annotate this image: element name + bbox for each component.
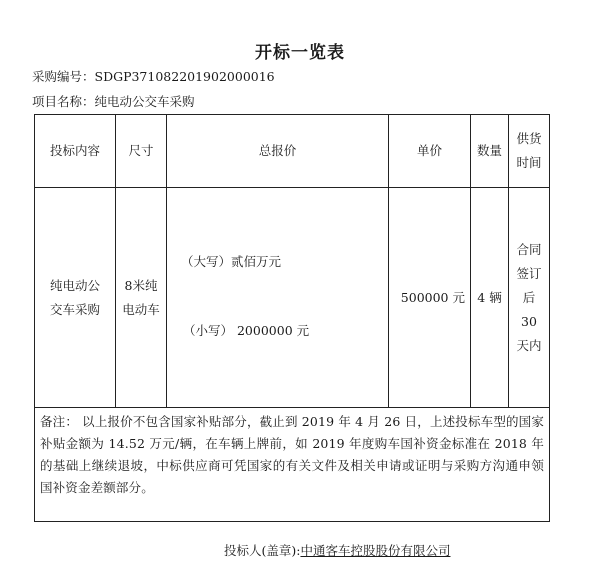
cell-delivery-time-text: 合同签订后 30 天内 (516, 241, 542, 353)
cell-bid-content-text: 纯电动公交车采购 (49, 277, 100, 317)
note-text: 备注： 以上报价不包含国家补贴部分，截止到 2019 年 4 月 26 日，上述投标车型的国家补贴金额为 14.52 万元/辆，在车辆上牌前，如 2019 年度购车国补资金标准在 2018 年的基础上继续退坡，中标供应商可凭国家的有关文件及相关申请或证明与采购方沟通申领国补资金差额部分。 (40, 414, 544, 495)
cell-delivery-time (509, 188, 550, 408)
header-unit-price-label: 单价 (416, 143, 442, 158)
total-price-uppercase: （大写）贰佰万元 (181, 254, 282, 269)
signature-label: 投标人(盖章): (224, 543, 301, 558)
signature-line (224, 541, 450, 559)
header-size (116, 115, 167, 188)
table-row (35, 188, 550, 408)
header-unit-price (389, 115, 471, 188)
header-size-label: 尺寸 (128, 143, 154, 158)
cell-size (116, 188, 167, 408)
document-title: 开标一览表 (255, 43, 345, 63)
cell-quantity (471, 188, 509, 408)
cell-unit-price-text: 500000 元 (400, 289, 465, 305)
table-header-row (35, 115, 550, 188)
header-bid-content (35, 115, 116, 188)
header-quantity-label: 数量 (476, 143, 502, 158)
procurement-number: 采购编号：SDGP371082201902000016 (32, 69, 275, 84)
bid-summary-table (34, 114, 550, 522)
note-row (35, 408, 550, 522)
note-cell (35, 408, 550, 522)
header-quantity (471, 115, 509, 188)
cell-total-price (167, 188, 389, 408)
header-delivery-time-label: 供货时间 (516, 131, 542, 170)
cell-bid-content (35, 188, 116, 408)
project-name: 项目名称：纯电动公交车采购 (32, 94, 195, 109)
cell-quantity-text: 4 辆 (477, 289, 502, 305)
cell-size-text: 8米纯电动车 (122, 277, 160, 317)
total-price-numeric: （小写） 2000000 元 (183, 323, 310, 338)
cell-unit-price (389, 188, 471, 408)
header-bid-content-label: 投标内容 (49, 143, 100, 158)
header-total-price (167, 115, 389, 188)
header-total-price-label: 总报价 (258, 143, 297, 158)
bidder-company-name: 中通客车控股股份有限公司 (300, 543, 451, 558)
header-delivery-time (509, 115, 550, 188)
